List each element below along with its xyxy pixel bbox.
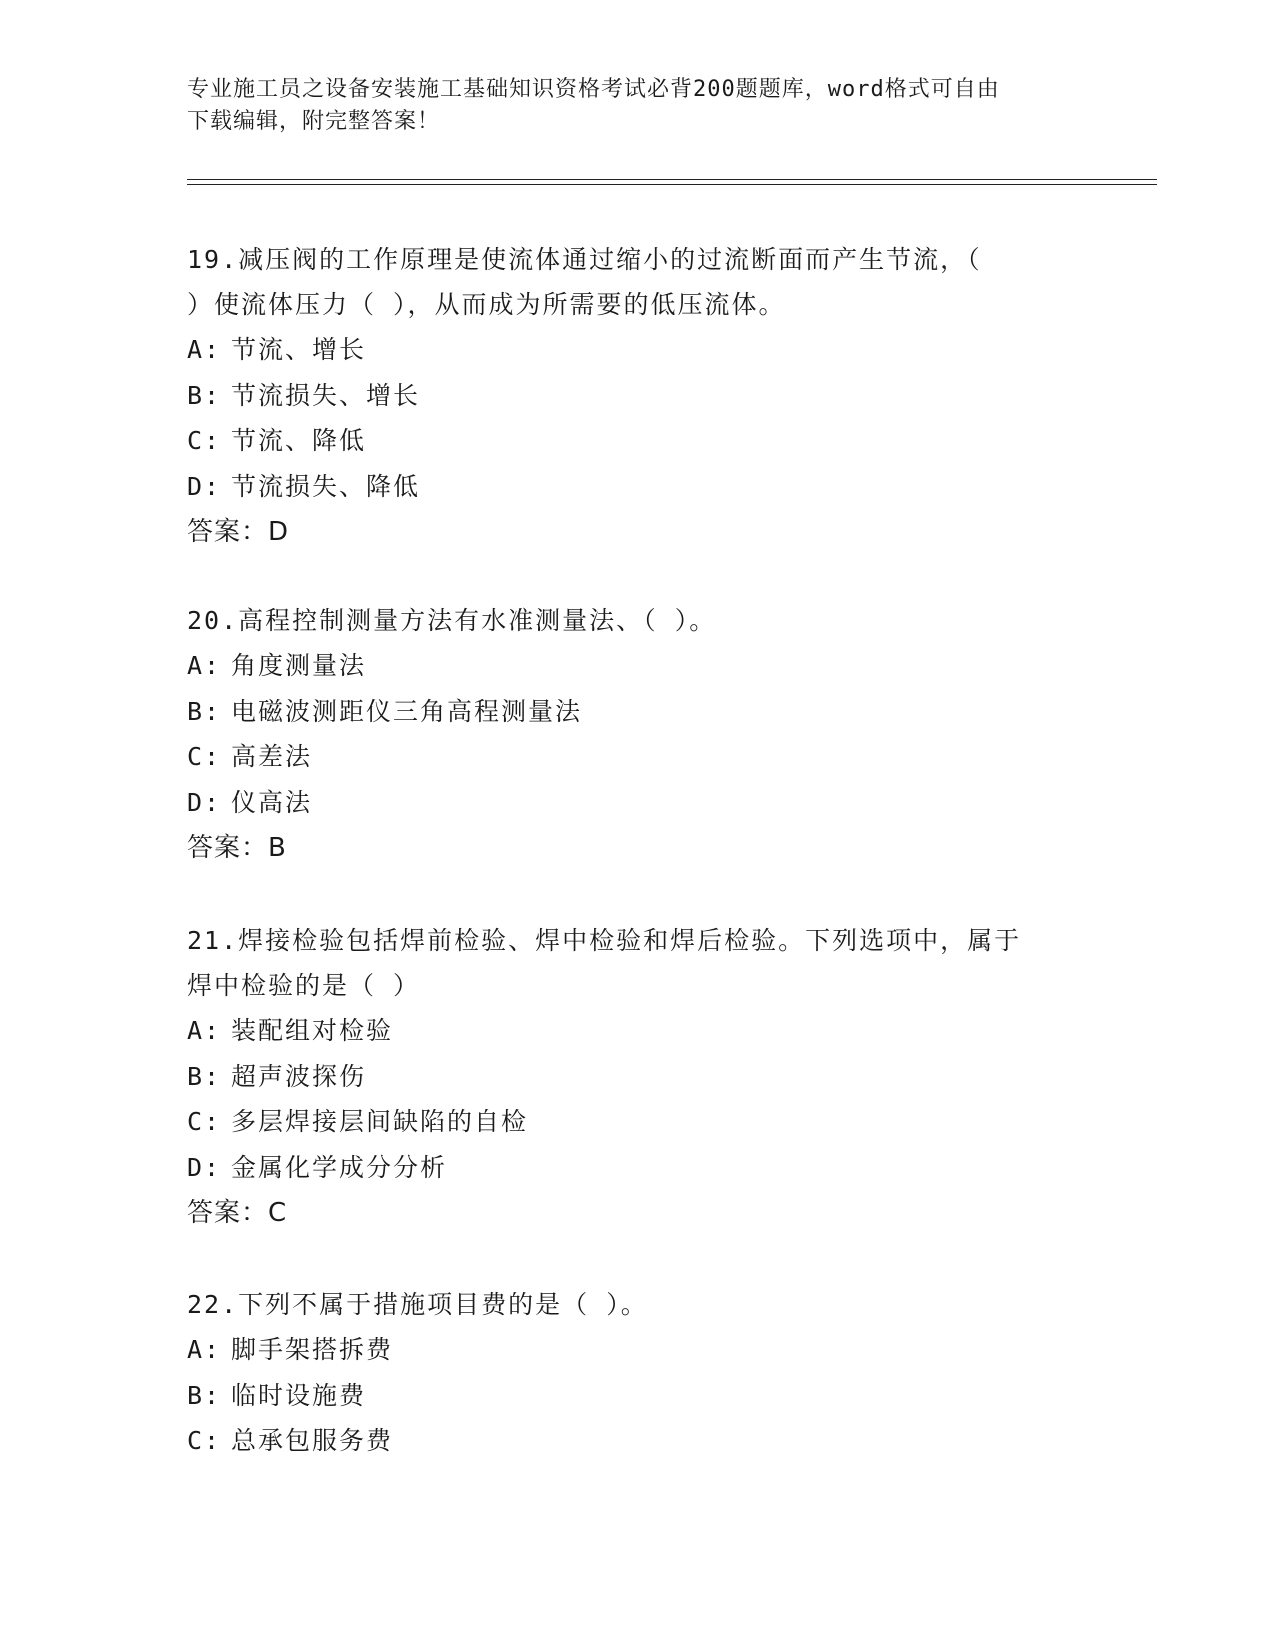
option-text: 节流损失、降低 bbox=[231, 471, 421, 501]
option-key: A: bbox=[187, 1016, 222, 1045]
option-a bbox=[187, 1327, 1087, 1373]
header-divider-bottom bbox=[187, 184, 1157, 185]
header-divider-top bbox=[187, 179, 1157, 180]
option-key: C: bbox=[187, 742, 222, 771]
option-key: C: bbox=[187, 1107, 222, 1136]
option-a bbox=[187, 327, 1087, 373]
option-text: 角度测量法 bbox=[231, 651, 367, 680]
option-text: 总承包服务费 bbox=[231, 1426, 394, 1455]
option-c bbox=[187, 418, 1087, 464]
option-a bbox=[187, 1008, 1087, 1054]
option-key: D: bbox=[187, 471, 222, 501]
option-text: 节流、增长 bbox=[231, 335, 367, 364]
question-stem bbox=[187, 598, 1087, 643]
question-stem-line: 焊中检验的是（ ） bbox=[187, 971, 421, 1000]
question-21 bbox=[187, 918, 1087, 1236]
question-stem-line: ）使流体压力（ ），从而成为所需要的低压流体。 bbox=[187, 290, 786, 319]
option-d bbox=[187, 1145, 1087, 1191]
option-key: A: bbox=[187, 1335, 222, 1364]
question-stem bbox=[187, 237, 1087, 327]
option-d bbox=[187, 464, 1087, 510]
question-stem-line: 21.焊接检验包括焊前检验、焊中检验和焊后检验。下列选项中，属于 bbox=[187, 926, 1022, 955]
option-text: 装配组对检验 bbox=[231, 1016, 394, 1045]
question-stem bbox=[187, 918, 1087, 1008]
question-19 bbox=[187, 237, 1087, 555]
answer-line: 答案：B bbox=[187, 833, 287, 863]
option-text: 多层焊接层间缺陷的自检 bbox=[231, 1107, 529, 1136]
question-stem-line: 22.下列不属于措施项目费的是（ ）。 bbox=[187, 1290, 648, 1319]
option-text: 电磁波测距仪三角高程测量法 bbox=[231, 696, 583, 726]
document-header bbox=[187, 74, 1087, 138]
option-key: A: bbox=[187, 651, 222, 680]
option-c bbox=[187, 1418, 1087, 1464]
option-key: B: bbox=[187, 1061, 222, 1091]
option-key: B: bbox=[187, 696, 222, 726]
question-stem bbox=[187, 1282, 1087, 1327]
option-c bbox=[187, 1099, 1087, 1145]
header-line-2: 下载编辑，附完整答案！ bbox=[187, 109, 441, 134]
option-text: 脚手架搭拆费 bbox=[231, 1335, 394, 1364]
option-b bbox=[187, 373, 1087, 419]
option-a bbox=[187, 643, 1087, 689]
question-stem-line: 20.高程控制测量方法有水准测量法、（ ）。 bbox=[187, 606, 717, 635]
answer-line: 答案：C bbox=[187, 1198, 288, 1228]
option-text: 节流、降低 bbox=[231, 426, 367, 455]
option-b bbox=[187, 1054, 1087, 1100]
option-text: 仪高法 bbox=[231, 787, 313, 817]
option-key: D: bbox=[187, 1152, 222, 1182]
option-text: 临时设施费 bbox=[231, 1380, 367, 1410]
option-text: 高差法 bbox=[231, 742, 313, 771]
answer-line: 答案：D bbox=[187, 517, 290, 547]
header-line-1: 专业施工员之设备安装施工基础知识资格考试必背200题题库，word格式可自由 bbox=[187, 77, 1000, 102]
question-stem-line: 19.减压阀的工作原理是使流体通过缩小的过流断面而产生节流，（ bbox=[187, 245, 982, 274]
option-key: B: bbox=[187, 1380, 222, 1410]
option-key: D: bbox=[187, 787, 222, 817]
question-20 bbox=[187, 598, 1087, 871]
option-key: B: bbox=[187, 380, 222, 410]
question-22 bbox=[187, 1282, 1087, 1464]
option-text: 金属化学成分分析 bbox=[231, 1152, 448, 1182]
option-b bbox=[187, 1373, 1087, 1419]
option-text: 超声波探伤 bbox=[231, 1061, 367, 1091]
option-text: 节流损失、增长 bbox=[231, 380, 421, 410]
option-c bbox=[187, 734, 1087, 780]
option-key: A: bbox=[187, 335, 222, 364]
option-key: C: bbox=[187, 426, 222, 455]
option-key: C: bbox=[187, 1426, 222, 1455]
option-d bbox=[187, 780, 1087, 826]
option-b bbox=[187, 689, 1087, 735]
